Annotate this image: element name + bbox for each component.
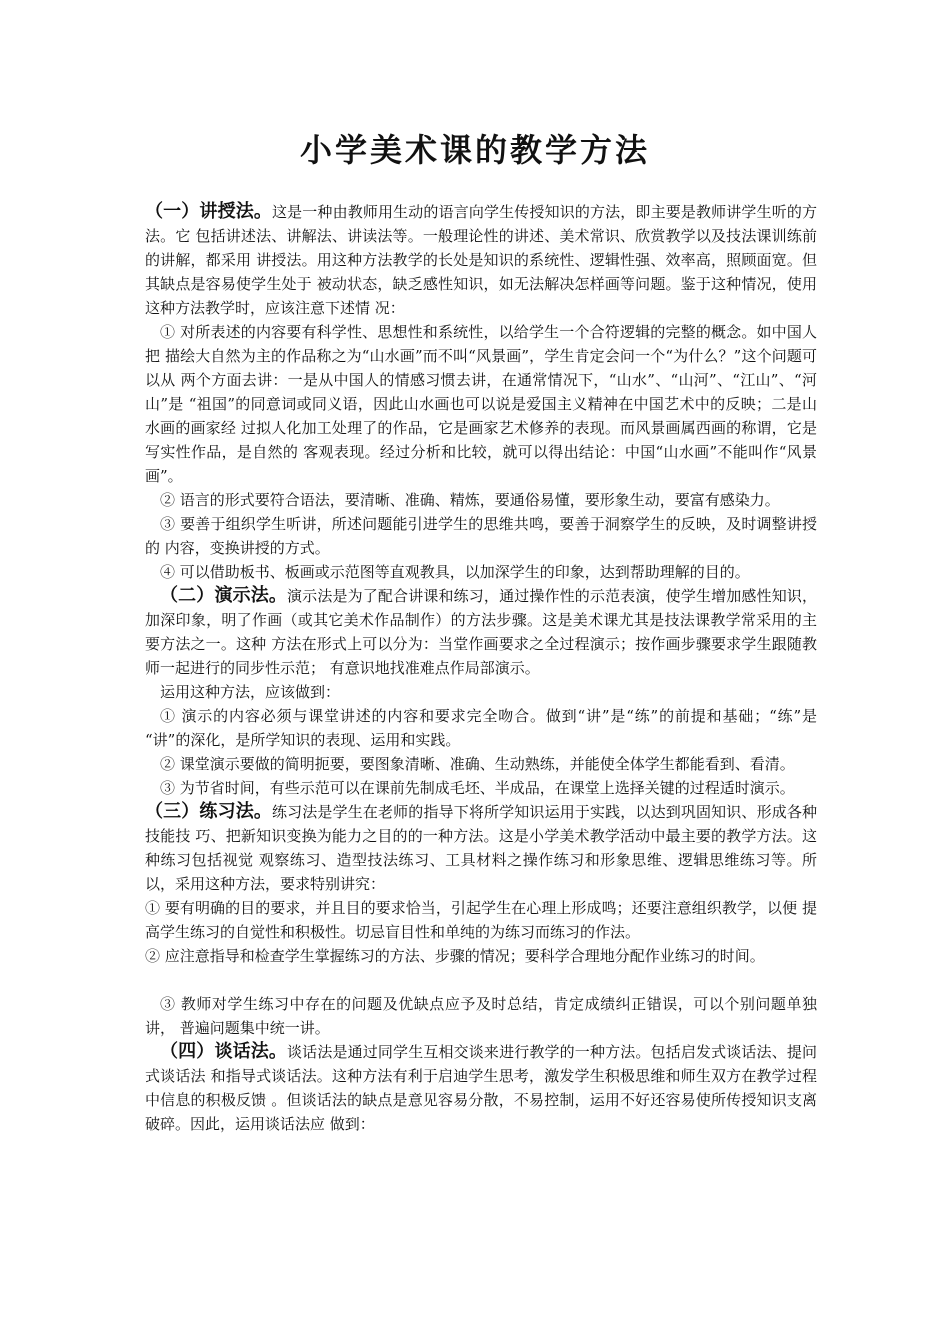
section-3-item-1: ① 要有明确的目的要求，并且目的要求恰当，引起学生在心理上形成鸣；还要注意组织教学，以便 提高学生练习的自觉性和积极性。切忌盲目性和单纯的为练习而练习的作法。 <box>145 899 817 941</box>
page-title: 小学美术课的教学方法 <box>299 131 650 169</box>
section-3-item-2: ② 应注意指导和检查学生掌握练习的方法、步骤的情况；要科学合理地分配作业练习的时间。 <box>145 947 765 965</box>
section-3-heading: （三）练习法。 <box>145 801 272 822</box>
section-2-intro <box>145 584 817 680</box>
section-2-item-3: ③ 为节省时间，有些示范可以在课前先制成毛坯、半成品，在课堂上选择关键的过程适时演示。 <box>160 779 795 797</box>
section-3-intro <box>145 800 817 896</box>
section-1-item-4: ④ 可以借助板书、板画或示范图等直观教具，以加深学生的印象，达到帮助理解的目的。 <box>160 563 750 581</box>
section-2-text: 演示法是为了配合讲课和练习，通过操作性的示范表演，使学生增加感性知识，加深印象，明了作画（或其它美术作品制作）的方法步骤。这是美术课尤其是技法课教学常采用的主要方法之一。这种 方法在形式上可以分为：当堂作画要求之全过程演示；按作画步骤要求学生跟随教师一起进行的同步性示范； 有意识地找准难点作局部演示。 <box>145 587 817 677</box>
blank-line <box>145 968 817 992</box>
section-2-heading: （二）演示法。 <box>160 585 288 606</box>
section-1-item-3: ③ 要善于组织学生听讲，所述问题能引进学生的思维共鸣，要善于洞察学生的反映，及时调整讲授的 内容，变换讲授的方式。 <box>145 515 817 557</box>
section-4-text: 谈话法是通过同学生互相交谈来进行教学的一种方法。包括启发式谈话法、提问式谈话法 和指导式谈话法。这种方法有利于启迪学生思考，激发学生积极思维和师生双方在教学过程中信息的积极反馈 。但谈话法的缺点是意见容易分散，不易控制，运用不好还容易使所传授知识支离破碎。因此，运用谈话法应 做到： <box>145 1043 817 1133</box>
section-1-item-1: ① 对所表述的内容要有科学性、思想性和系统性，以给学生一个合符逻辑的完整的概念。如中国人把 描绘大自然为主的作品称之为“山水画”而不叫“风景画”，学生肯定会问一个“为什么？”这个问题可以从 两个方面去讲：一是从中国人的情感习惯去讲，在通常情况下，“山水”、“山河”、“江山”、“河山”是 “祖国”的同意词或同义语，因此山水画也可以说是爱国主义精神在中国艺术中的反映；二是山水画的画家经 过拟人化加工处理了的作品，它是画家艺术修养的表现。而风景画属西画的称谓，它是写实性作品，是自然的 客观表现。经过分析和比较，就可以得出结论：中国“山水画”不能叫作“风景画”。 <box>145 323 817 485</box>
section-4-heading: （四）谈话法。 <box>160 1041 288 1062</box>
section-3-text: 练习法是学生在老师的指导下将所学知识运用于实践，以达到巩固知识、形成各种技能技 巧、把新知识变换为能力之目的的一种方法。这是小学美术教学活动中最主要的教学方法。这种练习包括视觉 观察练习、造型技法练习、工具材料之操作练习和形象思维、逻辑思维练习等。所以，采用这种方法，要求特别讲究： <box>145 803 817 893</box>
section-1-text: 这是一种由教师用生动的语言向学生传授知识的方法，即主要是教师讲学生听的方法。它 包括讲述法、讲解法、讲读法等。一般理论性的讲述、美术常识、欣赏教学以及技法课训练前的讲解，都采用 讲授法。用这种方法教学的长处是知识的系统性、逻辑性强、效率高，照顾面宽。但其缺点是容易使学生处于 被动状态，缺乏感性知识，如无法解决怎样画等问题。鉴于这种情况，使用这种方法教学时，应该注意下述情 况： <box>145 203 817 317</box>
section-1-heading: （一）讲授法。 <box>145 201 272 222</box>
section-2-item-2: ② 课堂演示要做的简明扼要，要图象清晰、准确、生动熟练，并能使全体学生都能看到、看清。 <box>160 755 795 773</box>
section-1-item-2: ② 语言的形式要符合语法，要清晰、准确、精炼，要通俗易懂，要形象生动，要富有感染力。 <box>160 491 780 509</box>
document-body <box>145 200 817 1136</box>
section-2-item-1: ① 演示的内容必须与课堂讲述的内容和要求完全吻合。做到“讲”是“练”的前提和基础；“练”是 “讲”的深化，是所学知识的表现、运用和实践。 <box>145 707 817 749</box>
section-4-intro <box>145 1040 817 1136</box>
section-2-lead: 运用这种方法，应该做到： <box>160 683 341 701</box>
section-1-intro <box>145 200 817 320</box>
section-3-item-3: ③ 教师对学生练习中存在的问题及优缺点应予及时总结，肯定成绩纠正错误，可以个别问题单独讲， 普遍问题集中统一讲。 <box>145 995 817 1037</box>
